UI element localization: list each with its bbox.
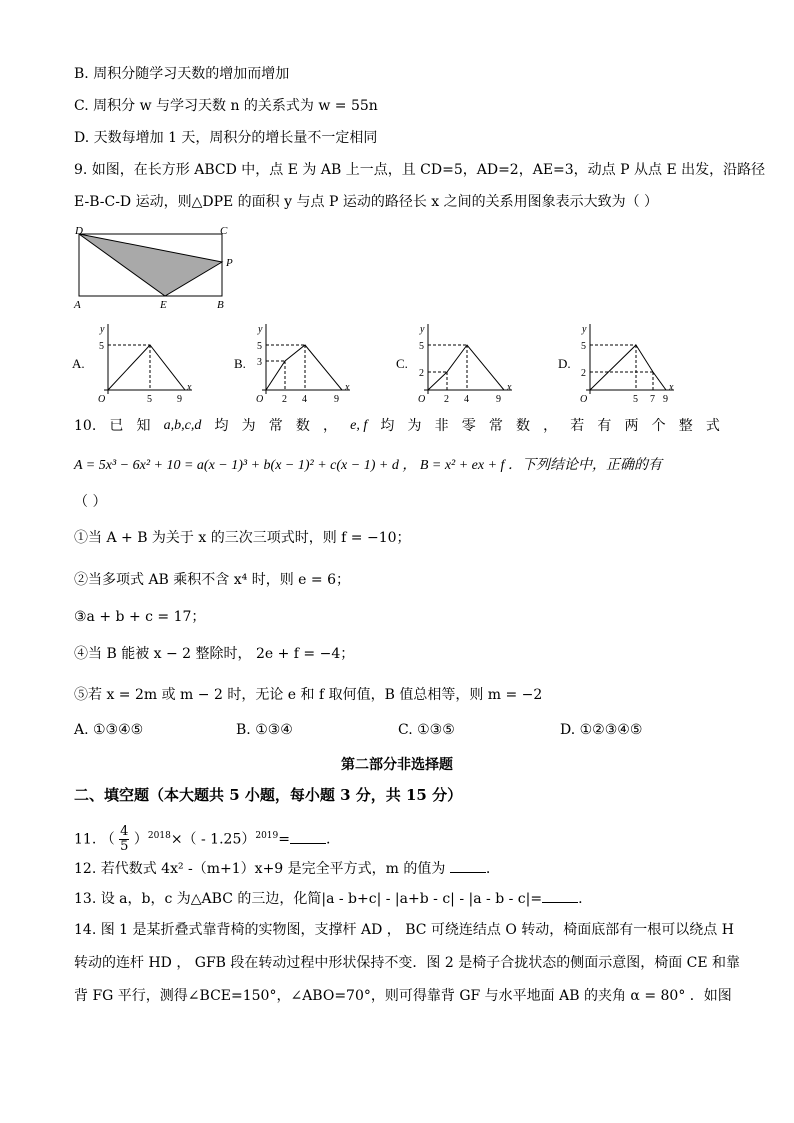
graph-b-x-label: x <box>345 382 350 393</box>
q10-word: ， <box>543 418 558 434</box>
q10-word: 已 <box>109 418 124 434</box>
q10-word: 两 <box>624 418 639 434</box>
graph-a-curve <box>108 345 185 390</box>
q10-word: 10. <box>74 418 97 434</box>
q10-statement-3: ③a + b + c = 17； <box>74 609 206 625</box>
q10-stem-line1 <box>74 416 720 436</box>
q11-numerator: 4 <box>120 824 129 840</box>
q11-times: ×（ - 1.25） <box>170 831 256 848</box>
graph-c-curve <box>428 345 504 390</box>
graph-c-x-label: x <box>507 382 512 393</box>
q10-word: a,b,c,d <box>163 418 202 433</box>
q10-word: 均 <box>214 418 229 434</box>
q13 <box>74 888 583 909</box>
graph-a-y-tick: 5 <box>99 341 104 352</box>
q10-word: 常 <box>488 418 503 434</box>
label-d: D <box>75 225 83 237</box>
graph-b-y-tick: 5 <box>257 341 262 352</box>
q10-word: 有 <box>597 418 612 434</box>
q10-word: 为 <box>407 418 422 434</box>
graph-c-option-label: C. <box>396 356 408 371</box>
q14-line2: 转动的连杆 HD ， GFB 段在转动过程中形状保持不变．图 2 是椅子合拢状态的侧面示意图，椅面 CE 和靠 <box>74 955 741 971</box>
q11-prefix: 11. （ <box>74 831 115 848</box>
q11-end: . <box>326 831 331 848</box>
q10-word: 若 <box>570 418 585 434</box>
q10-word: 常 <box>268 418 283 434</box>
q10-word: 整 <box>678 418 693 434</box>
q12-end: . <box>485 861 491 877</box>
q10-statement-4: ④当 B 能被 x − 2 整除时， 2e + f = −4； <box>74 646 355 662</box>
q11-exponent-2: 2019 <box>255 831 279 841</box>
q10-word: 零 <box>461 418 476 434</box>
q10-option-a: A. ①③④⑤ <box>74 722 144 738</box>
q14-line3: 背 FG 平行，测得∠BCE=150°，∠ABO=70°，则可得靠背 GF 与水平地面 AB 的夹角 α = 80° ．如图 <box>74 988 732 1004</box>
rectangle-figure <box>70 224 240 314</box>
q8-option-d: D. 天数每增加 1 天，周积分的增长量不一定相同 <box>74 130 378 146</box>
q10-word: 均 <box>380 418 395 434</box>
q10-statement-2: ②当多项式 AB 乘积不含 x⁴ 时，则 e = 6； <box>74 572 350 588</box>
graph-a-option-label: A. <box>72 356 85 371</box>
graph-c-y-tick: 2 <box>419 368 424 379</box>
graph-d <box>558 324 674 404</box>
q13-answer-blank[interactable] <box>542 888 578 903</box>
graph-b-origin: O <box>256 394 264 404</box>
q10-word: 数 <box>295 418 310 434</box>
graph-c <box>396 324 512 404</box>
q10-stem-line3: （ ） <box>74 494 107 510</box>
graph-d-origin: O <box>580 394 588 404</box>
graph-d-option-label: D. <box>558 356 571 371</box>
graph-c-y-tick: 5 <box>419 341 424 352</box>
graph-a <box>72 324 192 404</box>
graph-a-origin: O <box>98 394 106 404</box>
q11-close-paren: ） <box>133 831 148 848</box>
graph-a-y-label: y <box>100 324 105 335</box>
q12-answer-blank[interactable] <box>450 858 486 873</box>
q8-option-c: C. 周积分 w 与学习天数 n 的关系式为 w = 55n <box>74 98 378 114</box>
q11-answer-blank[interactable] <box>290 829 326 844</box>
graph-b-option-label: B. <box>234 356 246 371</box>
q10-word: ， <box>322 418 337 434</box>
q9-stem-line2: E-B-C-D 运动，则△DPE 的面积 y 与点 P 运动的路径长 x 之间的关系用图象表示大致为（ ） <box>74 194 659 210</box>
graph-b <box>234 324 350 404</box>
graph-d-y-label: y <box>582 324 587 335</box>
q10-word: 知 <box>136 418 151 434</box>
graph-b-x-tick: 2 <box>282 394 287 404</box>
part2-title: 第二部分非选择题 <box>341 757 453 773</box>
graph-a-x-label: x <box>187 382 192 393</box>
graph-c-x-tick: 2 <box>444 394 449 404</box>
q8-option-b: B. 周积分随学习天数的增加而增加 <box>74 66 290 82</box>
graph-d-x-label: x <box>669 382 674 393</box>
graph-b-y-label: y <box>258 324 263 335</box>
q10-word: 非 <box>434 418 449 434</box>
q11-equals: = <box>278 831 290 848</box>
q14-line1: 14. 图 1 是某折叠式靠背椅的实物图，支撑杆 AD ， BC 可绕连结点 O 转动，椅面底部有一根可以绕点 H <box>74 922 734 938</box>
q10-word: 式 <box>705 418 720 434</box>
label-a: A <box>74 299 81 311</box>
q11-exponent-1: 2018 <box>147 831 171 841</box>
graph-c-x-tick: 4 <box>464 394 469 404</box>
q10-word: 数 <box>515 418 530 434</box>
graph-b-curve <box>266 345 342 390</box>
q10-option-d: D. ①②③④⑤ <box>560 722 643 738</box>
q10-option-b: B. ①③④ <box>236 722 293 738</box>
q9-answer-graphs <box>70 318 730 404</box>
graph-c-y-label: y <box>420 324 425 335</box>
q10-word: e, f <box>350 418 368 433</box>
graph-b-x-tick: 4 <box>302 394 307 404</box>
q10-stem-line2: A = 5x³ − 6x² + 10 = a(x − 1)³ + b(x − 1)² + c(x − 1) + d ， B = x² + ex + f ．下列结论中，正确的有 <box>74 458 662 473</box>
label-e: E <box>160 299 167 311</box>
q10-word: 个 <box>651 418 666 434</box>
label-p: P <box>226 257 233 269</box>
label-c: C <box>220 225 228 237</box>
graph-d-x-tick: 5 <box>633 394 638 404</box>
q13-end: . <box>578 891 583 907</box>
q10-option-c: C. ①③⑤ <box>398 722 455 738</box>
graph-d-x-tick: 9 <box>663 394 668 404</box>
q10-word: 为 <box>241 418 256 434</box>
graph-d-y-tick: 2 <box>581 368 586 379</box>
triangle-dpe <box>79 234 222 296</box>
q12 <box>74 858 490 879</box>
graph-d-curve <box>590 345 666 390</box>
label-b: B <box>217 299 224 311</box>
graph-a-x-tick: 5 <box>147 394 152 404</box>
graph-b-x-tick: 9 <box>334 394 339 404</box>
q9-stem-line1: 9. 如图，在长方形 ABCD 中，点 E 为 AB 上一点，且 CD=5，AD=2，AE=3，动点 P 从点 E 出发，沿路径 <box>74 162 766 178</box>
q10-statement-5: ⑤若 x = 2m 或 m − 2 时，无论 e 和 f 取何值，B 值总相等，则 m = −2 <box>74 687 543 703</box>
q10-statement-1: ①当 A + B 为关于 x 的三次三项式时，则 f = −10； <box>74 530 411 546</box>
q11-fraction <box>119 825 129 854</box>
q11 <box>74 818 330 854</box>
q13-text: 13. 设 a，b，c 为△ABC 的三边，化简|a - b+c| - |a+b - c| - |a - b - c|= <box>74 891 543 907</box>
graph-c-x-tick: 9 <box>496 394 501 404</box>
q11-denominator: 5 <box>120 839 129 855</box>
graph-b-y-tick: 3 <box>257 357 262 368</box>
graph-c-origin: O <box>418 394 426 404</box>
graph-a-x-tick: 9 <box>177 394 182 404</box>
graph-d-x-tick: 7 <box>650 394 655 404</box>
fill-in-section-title: 二、填空题（本大题共 5 小题，每小题 3 分，共 15 分） <box>74 786 463 804</box>
graph-d-y-tick: 5 <box>581 341 586 352</box>
q12-text: 12. 若代数式 4x² -（m+1）x+9 是完全平方式，m 的值为 <box>74 861 446 877</box>
